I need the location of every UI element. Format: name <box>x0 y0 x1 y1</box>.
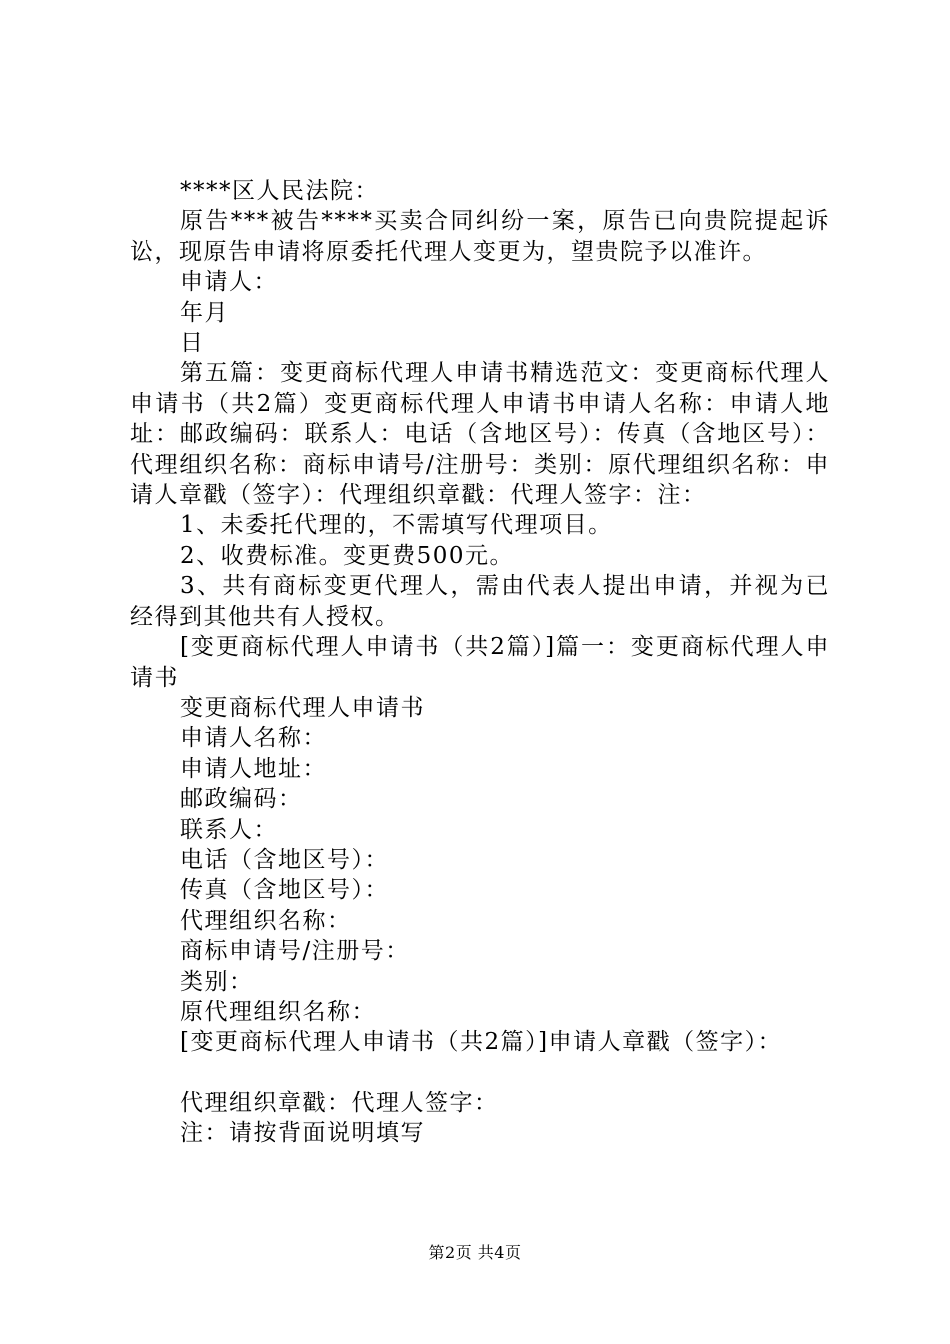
section-five-paragraph: 第五篇：变更商标代理人申请书精选范文：变更商标代理人申请书（共2篇）变更商标代理人申请书申请人名称：申请人地址：邮政编码：联系人：电话（含地区号）：传真（含地区号）：代理组织名称：商标申请号/注册号：类别：原代理组织名称：申请人章戳（签字）：代理组织章戳：代理人签字：注： <box>130 360 830 509</box>
note-item-3: 3、共有商标变更代理人，需由代表人提出申请，并视为已经得到其他共有人授权。 <box>130 573 830 630</box>
case-statement-paragraph: 原告***被告****买卖合同纠纷一案，原告已向贵院提起诉讼，现原告申请将原委托代理人变更为，望贵院予以准许。 <box>130 208 830 265</box>
form-field-original-agency: 原代理组织名称： <box>180 998 376 1025</box>
part-one-heading: [变更商标代理人申请书（共2篇）]篇一：变更商标代理人申请书 <box>130 634 830 691</box>
note-item-1: 1、未委托代理的，不需填写代理项目。 <box>180 512 613 539</box>
form-note: 注：请按背面说明填写 <box>180 1120 425 1147</box>
form-field-postal-code: 邮政编码： <box>180 786 303 813</box>
note-item-2: 2、收费标准。变更费500元。 <box>180 542 515 569</box>
form-field-contact: 联系人： <box>180 816 278 843</box>
date-year-month-line: 年月 <box>180 299 229 326</box>
form-field-agency-name: 代理组织名称： <box>180 907 352 934</box>
form-field-applicant-seal: [变更商标代理人申请书（共2篇）]申请人章戳（签字）： <box>180 1029 783 1056</box>
date-day-line: 日 <box>180 330 205 357</box>
form-field-agency-seal-signature: 代理组织章戳：代理人签字： <box>180 1089 499 1116</box>
form-field-applicant-address: 申请人地址： <box>180 755 327 782</box>
form-title: 变更商标代理人申请书 <box>180 694 425 721</box>
form-field-trademark-number: 商标申请号/注册号： <box>180 938 410 965</box>
form-field-applicant-name: 申请人名称： <box>180 725 327 752</box>
blank-spacer <box>130 1058 830 1088</box>
court-addressee: ****区人民法院： <box>180 178 379 204</box>
document-body <box>130 176 830 1149</box>
applicant-line: 申请人： <box>180 269 278 296</box>
page-number-footer: 第2页 共4页 <box>428 1243 522 1262</box>
form-field-category: 类别： <box>180 968 254 995</box>
form-field-fax: 传真（含地区号）： <box>180 877 389 904</box>
form-field-phone: 电话（含地区号）： <box>180 846 389 873</box>
